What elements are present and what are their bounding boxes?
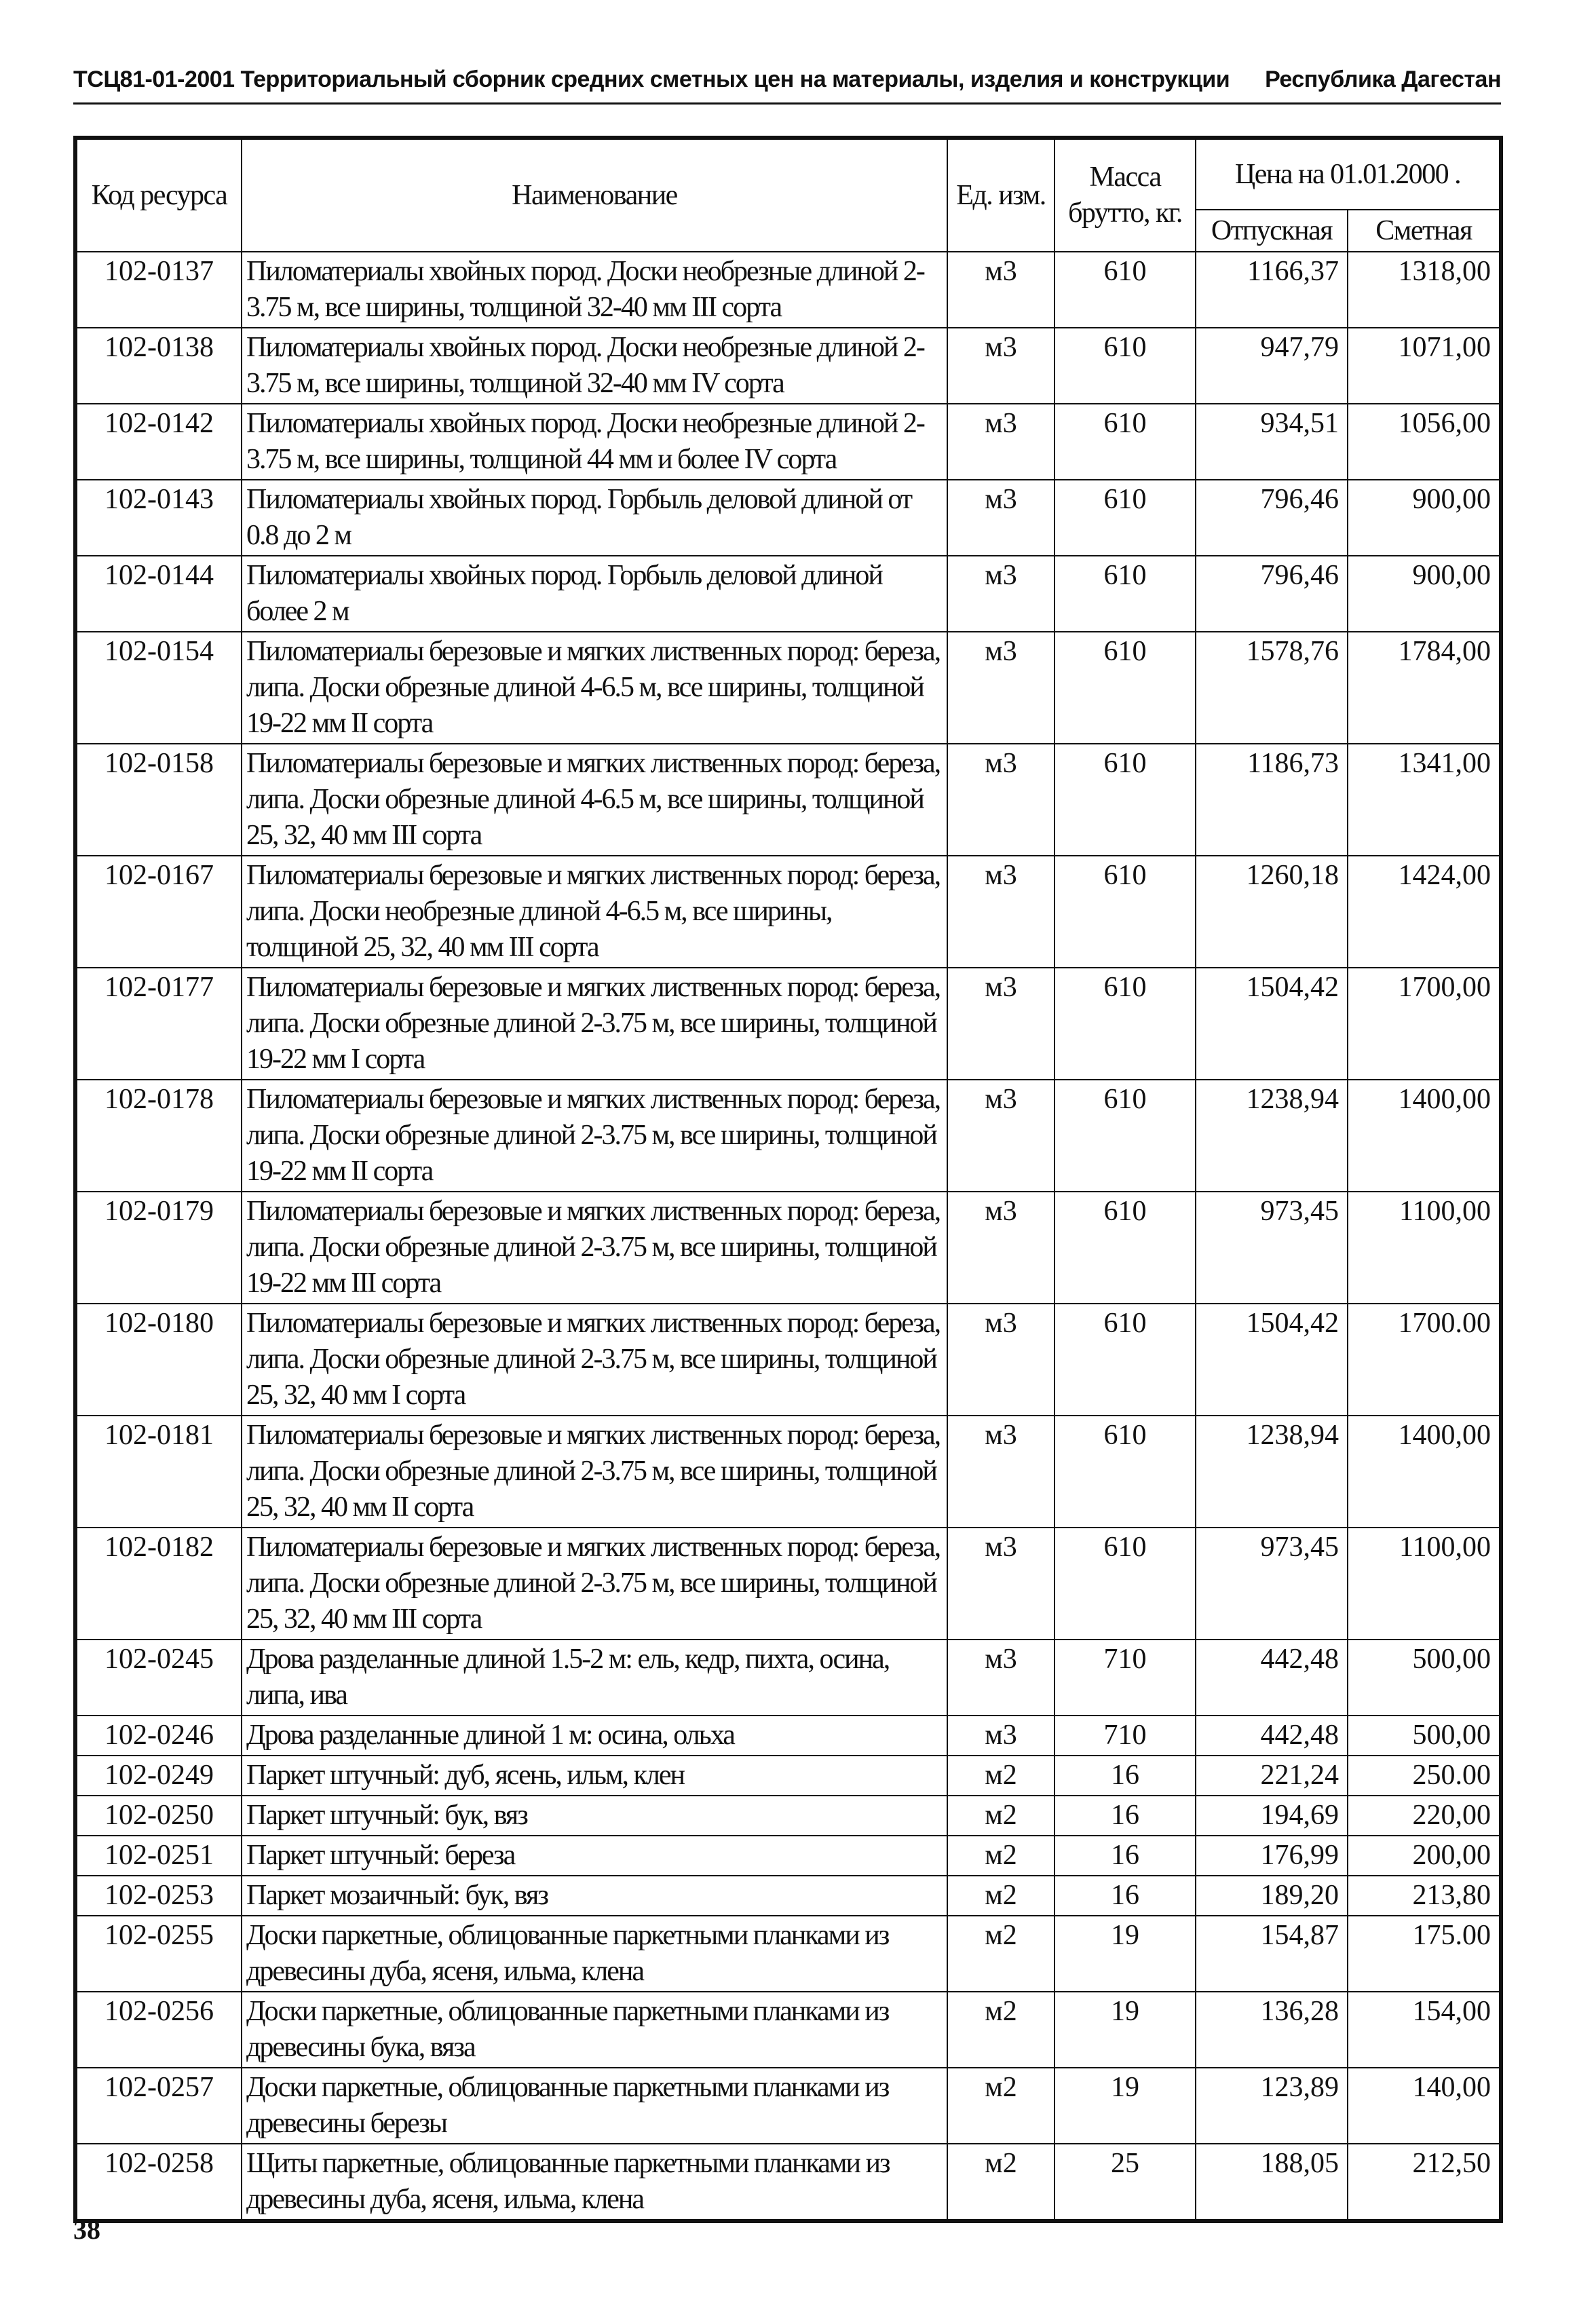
gross-mass-cell: 610 [1054, 968, 1196, 1080]
release-price-cell: 934,51 [1196, 404, 1348, 480]
estimate-price-cell: 1341,00 [1348, 744, 1500, 856]
resource-name-cell: Паркет мозаичный: бук, вяз [242, 1876, 947, 1916]
resource-code-cell: 102-0138 [77, 328, 242, 404]
release-price-cell: 1578,76 [1196, 632, 1348, 744]
gross-mass-cell: 25 [1054, 2144, 1196, 2220]
release-price-cell: 1238,94 [1196, 1080, 1348, 1192]
gross-mass-cell: 610 [1054, 1080, 1196, 1192]
gross-mass-cell: 19 [1054, 2068, 1196, 2144]
unit-cell: м3 [947, 1416, 1054, 1528]
col-header-price-group: Цена на 01.01.2000 . [1196, 139, 1500, 210]
estimate-price-cell: 500,00 [1348, 1640, 1500, 1716]
unit-cell: м2 [947, 2144, 1054, 2220]
gross-mass-cell: 610 [1054, 632, 1196, 744]
table-row [77, 1876, 1500, 1916]
resource-name-cell: Пиломатериалы березовые и мягких лиственных пород: береза, липа. Доски обрезные длиной 4-6.5 м, все ширины, толщиной 25, 32, 40 мм III сорта [242, 744, 947, 856]
estimate-price-cell: 1071,00 [1348, 328, 1500, 404]
resource-name-cell: Пиломатериалы березовые и мягких лиственных пород: береза, липа. Доски обрезные длиной 2-3.75 м, все ширины, толщиной 25, 32, 40 мм III сорта [242, 1528, 947, 1640]
resource-name-cell: Пиломатериалы березовые и мягких лиственных пород: береза, липа. Доски необрезные длиной 4-6.5 м, все ширины, толщиной 25, 32, 40 мм III сорта [242, 856, 947, 968]
estimate-price-cell: 175.00 [1348, 1916, 1500, 1992]
unit-cell: м2 [947, 1876, 1054, 1916]
table-row [77, 632, 1500, 744]
gross-mass-cell: 16 [1054, 1836, 1196, 1876]
table-row [77, 480, 1500, 556]
resource-code-cell: 102-0154 [77, 632, 242, 744]
table-row [77, 1992, 1500, 2068]
release-price-cell: 154,87 [1196, 1916, 1348, 1992]
table-row [77, 252, 1500, 328]
release-price-cell: 442,48 [1196, 1640, 1348, 1716]
resource-code-cell: 102-0245 [77, 1640, 242, 1716]
gross-mass-cell: 610 [1054, 1416, 1196, 1528]
resource-code-cell: 102-0144 [77, 556, 242, 632]
release-price-cell: 1260,18 [1196, 856, 1348, 968]
release-price-cell: 796,46 [1196, 556, 1348, 632]
resource-name-cell: Пиломатериалы березовые и мягких лиственных пород: береза, липа. Доски обрезные длиной 2-3.75 м, все ширины, толщиной 19-22 мм I сорта [242, 968, 947, 1080]
unit-cell: м3 [947, 1528, 1054, 1640]
table-row [77, 1528, 1500, 1640]
release-price-cell: 1504,42 [1196, 1304, 1348, 1416]
resource-name-cell: Доски паркетные, облицованные паркетными планками из древесины березы [242, 2068, 947, 2144]
resource-name-cell: Пиломатериалы березовые и мягких лиственных пород: береза, липа. Доски обрезные длиной 4-6.5 м, все ширины, толщиной 19-22 мм II сорта [242, 632, 947, 744]
gross-mass-cell: 610 [1054, 328, 1196, 404]
resource-code-cell: 102-0258 [77, 2144, 242, 2220]
resource-name-cell: Пиломатериалы березовые и мягких лиственных пород: береза, липа. Доски обрезные длиной 2-3.75 м, все ширины, толщиной 19-22 мм III сорта [242, 1192, 947, 1304]
price-table [76, 138, 1500, 2220]
resource-code-cell: 102-0143 [77, 480, 242, 556]
unit-cell: м3 [947, 856, 1054, 968]
release-price-cell: 1166,37 [1196, 252, 1348, 328]
unit-cell: м2 [947, 1916, 1054, 1992]
resource-name-cell: Пиломатериалы хвойных пород. Доски необрезные длиной 2-3.75 м, все ширины, толщиной 32-40 мм III сорта [242, 252, 947, 328]
unit-cell: м2 [947, 2068, 1054, 2144]
unit-cell: м2 [947, 1796, 1054, 1836]
gross-mass-cell: 610 [1054, 1192, 1196, 1304]
unit-cell: м2 [947, 1756, 1054, 1796]
resource-name-cell: Пиломатериалы хвойных пород. Горбыль деловой длиной от 0.8 до 2 м [242, 480, 947, 556]
release-price-cell: 796,46 [1196, 480, 1348, 556]
release-price-cell: 947,79 [1196, 328, 1348, 404]
resource-name-cell: Доски паркетные, облицованные паркетными планками из древесины дуба, ясеня, ильма, клена [242, 1916, 947, 1992]
table-row [77, 1192, 1500, 1304]
resource-name-cell: Пиломатериалы березовые и мягких лиственных пород: береза, липа. Доски обрезные длиной 2-3.75 м, все ширины, толщиной 19-22 мм II сорта [242, 1080, 947, 1192]
gross-mass-cell: 19 [1054, 1916, 1196, 1992]
estimate-price-cell: 200,00 [1348, 1836, 1500, 1876]
release-price-cell: 973,45 [1196, 1192, 1348, 1304]
unit-cell: м3 [947, 1304, 1054, 1416]
estimate-price-cell: 500,00 [1348, 1716, 1500, 1756]
estimate-price-cell: 154,00 [1348, 1992, 1500, 2068]
table-row [77, 968, 1500, 1080]
resource-name-cell: Пиломатериалы березовые и мягких лиственных пород: береза, липа. Доски обрезные длиной 2-3.75 м, все ширины, толщиной 25, 32, 40 мм I сорта [242, 1304, 947, 1416]
header-row-top [77, 139, 1500, 210]
estimate-price-cell: 1400,00 [1348, 1080, 1500, 1192]
estimate-price-cell: 1784,00 [1348, 632, 1500, 744]
gross-mass-cell: 610 [1054, 856, 1196, 968]
table-row [77, 1836, 1500, 1876]
resource-name-cell: Дрова разделанные длиной 1.5-2 м: ель, кедр, пихта, осина, липа, ива [242, 1640, 947, 1716]
estimate-price-cell: 212,50 [1348, 2144, 1500, 2220]
resource-code-cell: 102-0180 [77, 1304, 242, 1416]
release-price-cell: 1186,73 [1196, 744, 1348, 856]
resource-name-cell: Пиломатериалы хвойных пород. Доски необрезные длиной 2-3.75 м, все ширины, толщиной 44 мм и более IV сорта [242, 404, 947, 480]
col-header-code: Код ресурса [77, 139, 242, 252]
resource-code-cell: 102-0179 [77, 1192, 242, 1304]
resource-code-cell: 102-0142 [77, 404, 242, 480]
gross-mass-cell: 16 [1054, 1876, 1196, 1916]
gross-mass-cell: 610 [1054, 1528, 1196, 1640]
running-header [73, 67, 1501, 105]
release-price-cell: 189,20 [1196, 1876, 1348, 1916]
resource-code-cell: 102-0177 [77, 968, 242, 1080]
gross-mass-cell: 610 [1054, 744, 1196, 856]
col-header-price-estimate: Сметная [1348, 210, 1500, 252]
unit-cell: м3 [947, 252, 1054, 328]
unit-cell: м3 [947, 632, 1054, 744]
table-row [77, 404, 1500, 480]
table-row [77, 2068, 1500, 2144]
collection-title: ТСЦ81-01-2001 Территориальный сборник средних сметных цен на материалы, изделия и конструкции [73, 67, 1230, 92]
resource-code-cell: 102-0246 [77, 1716, 242, 1756]
gross-mass-cell: 710 [1054, 1640, 1196, 1716]
resource-code-cell: 102-0181 [77, 1416, 242, 1528]
resource-code-cell: 102-0182 [77, 1528, 242, 1640]
resource-name-cell: Пиломатериалы березовые и мягких лиственных пород: береза, липа. Доски обрезные длиной 2-3.75 м, все ширины, толщиной 25, 32, 40 мм II сорта [242, 1416, 947, 1528]
estimate-price-cell: 1400,00 [1348, 1416, 1500, 1528]
unit-cell: м3 [947, 1716, 1054, 1756]
resource-name-cell: Паркет штучный: дуб, ясень, ильм, клен [242, 1756, 947, 1796]
table-row [77, 1716, 1500, 1756]
estimate-price-cell: 250.00 [1348, 1756, 1500, 1796]
unit-cell: м3 [947, 480, 1054, 556]
release-price-cell: 1504,42 [1196, 968, 1348, 1080]
gross-mass-cell: 710 [1054, 1716, 1196, 1756]
release-price-cell: 136,28 [1196, 1992, 1348, 2068]
col-header-price-release: Отпускная [1196, 210, 1348, 252]
table-row [77, 1796, 1500, 1836]
estimate-price-cell: 1100,00 [1348, 1192, 1500, 1304]
price-table-frame [73, 136, 1503, 2223]
table-row [77, 1080, 1500, 1192]
unit-cell: м3 [947, 328, 1054, 404]
resource-code-cell: 102-0249 [77, 1756, 242, 1796]
region-name: Республика Дагестан [1265, 67, 1501, 92]
table-row [77, 328, 1500, 404]
gross-mass-cell: 19 [1054, 1992, 1196, 2068]
col-header-name: Наименование [242, 139, 947, 252]
col-header-mass: Масса брутто, кг. [1054, 139, 1196, 252]
resource-code-cell: 102-0158 [77, 744, 242, 856]
gross-mass-cell: 16 [1054, 1756, 1196, 1796]
release-price-cell: 221,24 [1196, 1756, 1348, 1796]
resource-name-cell: Паркет штучный: бук, вяз [242, 1796, 947, 1836]
unit-cell: м3 [947, 968, 1054, 1080]
table-row [77, 1916, 1500, 1992]
resource-name-cell: Паркет штучный: береза [242, 1836, 947, 1876]
estimate-price-cell: 900,00 [1348, 480, 1500, 556]
resource-name-cell: Пиломатериалы хвойных пород. Горбыль деловой длиной более 2 м [242, 556, 947, 632]
estimate-price-cell: 1100,00 [1348, 1528, 1500, 1640]
gross-mass-cell: 610 [1054, 556, 1196, 632]
page-number: 38 [73, 2214, 100, 2245]
resource-name-cell: Щиты паркетные, облицованные паркетными планками из древесины дуба, ясеня, ильма, клена [242, 2144, 947, 2220]
table-row [77, 1756, 1500, 1796]
estimate-price-cell: 900,00 [1348, 556, 1500, 632]
table-row [77, 2144, 1500, 2220]
release-price-cell: 973,45 [1196, 1528, 1348, 1640]
resource-code-cell: 102-0250 [77, 1796, 242, 1836]
table-row [77, 1304, 1500, 1416]
gross-mass-cell: 610 [1054, 252, 1196, 328]
unit-cell: м3 [947, 556, 1054, 632]
resource-name-cell: Доски паркетные, облицованные паркетными планками из древесины бука, вяза [242, 1992, 947, 2068]
gross-mass-cell: 610 [1054, 404, 1196, 480]
estimate-price-cell: 1700.00 [1348, 1304, 1500, 1416]
table-row [77, 744, 1500, 856]
estimate-price-cell: 1318,00 [1348, 252, 1500, 328]
estimate-price-cell: 1056,00 [1348, 404, 1500, 480]
estimate-price-cell: 1700,00 [1348, 968, 1500, 1080]
table-row [77, 1640, 1500, 1716]
resource-name-cell: Дрова разделанные длиной 1 м: осина, ольха [242, 1716, 947, 1756]
resource-code-cell: 102-0178 [77, 1080, 242, 1192]
unit-cell: м3 [947, 1640, 1054, 1716]
release-price-cell: 188,05 [1196, 2144, 1348, 2220]
resource-code-cell: 102-0255 [77, 1916, 242, 1992]
gross-mass-cell: 610 [1054, 1304, 1196, 1416]
unit-cell: м3 [947, 1192, 1054, 1304]
unit-cell: м2 [947, 1836, 1054, 1876]
unit-cell: м3 [947, 744, 1054, 856]
release-price-cell: 442,48 [1196, 1716, 1348, 1756]
gross-mass-cell: 610 [1054, 480, 1196, 556]
resource-code-cell: 102-0251 [77, 1836, 242, 1876]
table-body [77, 252, 1500, 2220]
estimate-price-cell: 1424,00 [1348, 856, 1500, 968]
estimate-price-cell: 140,00 [1348, 2068, 1500, 2144]
unit-cell: м3 [947, 404, 1054, 480]
resource-code-cell: 102-0256 [77, 1992, 242, 2068]
resource-code-cell: 102-0257 [77, 2068, 242, 2144]
col-header-unit: Ед. изм. [947, 139, 1054, 252]
estimate-price-cell: 213,80 [1348, 1876, 1500, 1916]
resource-code-cell: 102-0253 [77, 1876, 242, 1916]
table-row [77, 856, 1500, 968]
resource-code-cell: 102-0137 [77, 252, 242, 328]
unit-cell: м3 [947, 1080, 1054, 1192]
estimate-price-cell: 220,00 [1348, 1796, 1500, 1836]
release-price-cell: 123,89 [1196, 2068, 1348, 2144]
release-price-cell: 1238,94 [1196, 1416, 1348, 1528]
release-price-cell: 176,99 [1196, 1836, 1348, 1876]
release-price-cell: 194,69 [1196, 1796, 1348, 1836]
table-row [77, 556, 1500, 632]
gross-mass-cell: 16 [1054, 1796, 1196, 1836]
resource-code-cell: 102-0167 [77, 856, 242, 968]
resource-name-cell: Пиломатериалы хвойных пород. Доски необрезные длиной 2-3.75 м, все ширины, толщиной 32-40 мм IV сорта [242, 328, 947, 404]
unit-cell: м2 [947, 1992, 1054, 2068]
table-row [77, 1416, 1500, 1528]
